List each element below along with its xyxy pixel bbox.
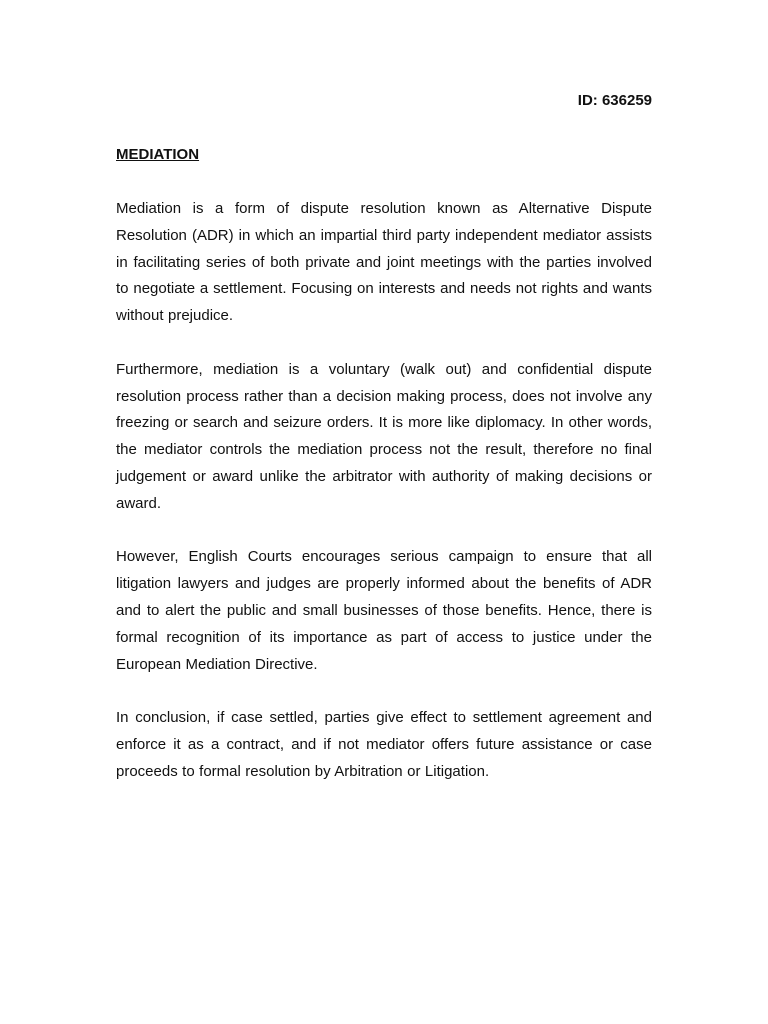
document-id: ID: 636259 [577,92,652,109]
paragraph-process: Furthermore, mediation is a voluntary (walk out) and confidential dispute resolution process rather than a decision making process, does not involve any freezing or search and seizure orders. It is more like diplomacy. In other words, the mediator controls the mediation process not the result, therefore no final judgement or award unlike the arbitrator with authority of making decisions or award. [116,360,652,512]
document-title: MEDIATION [116,146,200,163]
paragraph-courts: However, English Courts encourages serious campaign to ensure that all litigation lawyers and judges are properly informed about the benefits of ADR and to alert the public and small businesses of those benefits. Hence, there is formal recognition of its importance as part of access to justice under the European Mediation Directive. [116,548,652,673]
paragraph-conclusion: In conclusion, if case settled, parties give effect to settlement agreement and enforce it as a contract, and if not mediator offers future assistance or case proceeds to formal resolution by Arbitration or Litigation. [116,709,652,780]
document-body [116,196,652,812]
paragraph-definition: Mediation is a form of dispute resolution known as Alternative Dispute Resolution (ADR) in which an impartial third party independent mediator assists in facilitating series of both private and joint meetings with the parties involved to negotiate a settlement. Focusing on interests and needs not rights and wants without prejudice. [116,200,652,325]
